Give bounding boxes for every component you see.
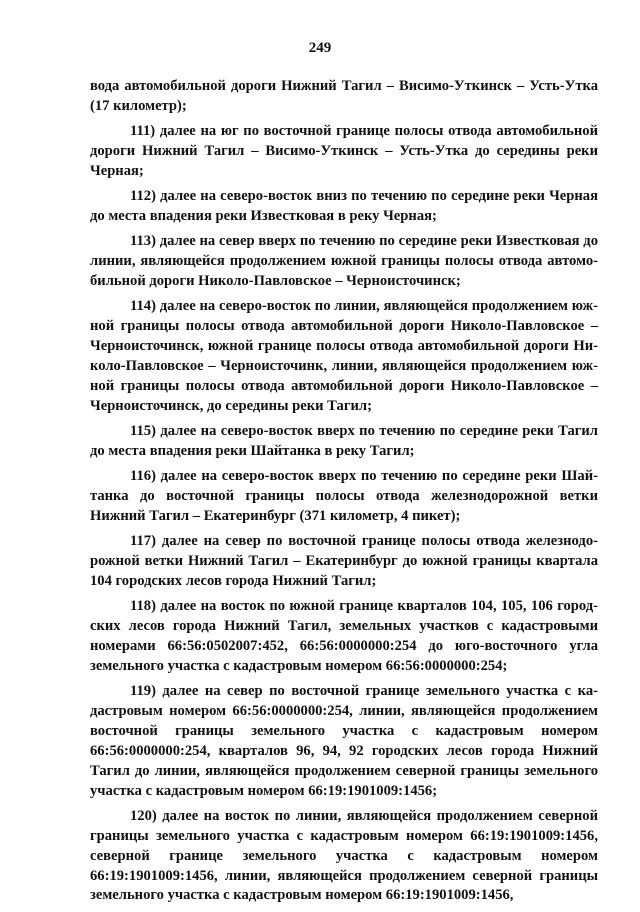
paragraph-item-113: 113) далее на север вверх по течению по середине реки Известковая до линии, являющейся продолжением южной границы полосы отвода автомобильной дороги Николо-Павловское – Черноисточинск; [90,233,598,290]
page-number: 249 [308,40,332,56]
paragraph-item-115: 115) далее на северо-восток вверх по течению по середине реки Тагил до места впадения реки Шайтанка в реку Тагил; [90,422,598,459]
paragraph-continuation: вода автомобильной дороги Нижний Тагил – Висимо-Уткинск – Усть-Утка (17 километр); [90,78,598,114]
paragraph-item-117: 117) далее на север по восточной границе полосы отвода железнодорожной ветки Нижний Тагил – Екатеринбург до южной границы квартала 104 городских лесов города Нижний Тагил; [90,533,598,589]
paragraph-item-118: 118) далее на восток по южной границе кварталов 104, 105, 106 городских лесов города Нижний Тагил, земельных участков с кадастровыми номерами 66:56:0502007:452, 66:56:0000000:254 до юго-восточного угла земельного участка с кадастровым номером 66:56:0000000:254; [90,598,598,674]
document-body [90,77,598,912]
paragraph-item-116: 116) далее на северо-восток вверх по течению по середине реки Шайтанка до восточной границы полосы отвода железнодорожной ветки Нижний Тагил – Екатеринбург (371 километр, 4 пикет); [90,468,598,524]
paragraph-item-111: 111) далее на юг по восточной границе полосы отвода автомобильной дороги Нижний Тагил – Висимо-Уткинск – Усть-Утка до середины реки Черная; [90,123,598,179]
paragraph-item-114: 114) далее на северо-восток по линии, являющейся продолжением южной границы полосы отвода автомобильной дороги Николо-Павловское – Черноисточинск, южной границе полосы отвода автомобильной дороги Николо-Павловское – Черноисточинк, линии, являющейся продолжением южной границы полосы отвода автомобильной дороги Николо-Павловское – Черноисточинск, до середины реки Тагил; [90,298,598,414]
paragraph-item-119: 119) далее на север по восточной границе земельного участка с кадастровым номером 66:56:0000000:254, линии, являющейся продолжением восточной границы земельного участка с кадастровым номером 66:56:0000000:254, кварталов 96, 94, 92 городских лесов города Нижний Тагил до линии, являющейся продолжением северной границы земельного участка с кадастровым номером 66:19:1901009:1456; [90,683,598,799]
paragraph-item-112: 112) далее на северо-восток вниз по течению по середине реки Черная до места впадения реки Известковая в реку Черная; [90,188,598,225]
paragraph-item-120: 120) далее на восток по линии, являющейся продолжением северной границы земельного участка с кадастровым номером 66:19:1901009:1456, северной границе земельного участка с кадастровым номером 66:19:1901009:1456, линии, являющейся продолжением северной границы земельного участка с кадастровым номером 66:19:1901009:1456, [90,807,598,904]
